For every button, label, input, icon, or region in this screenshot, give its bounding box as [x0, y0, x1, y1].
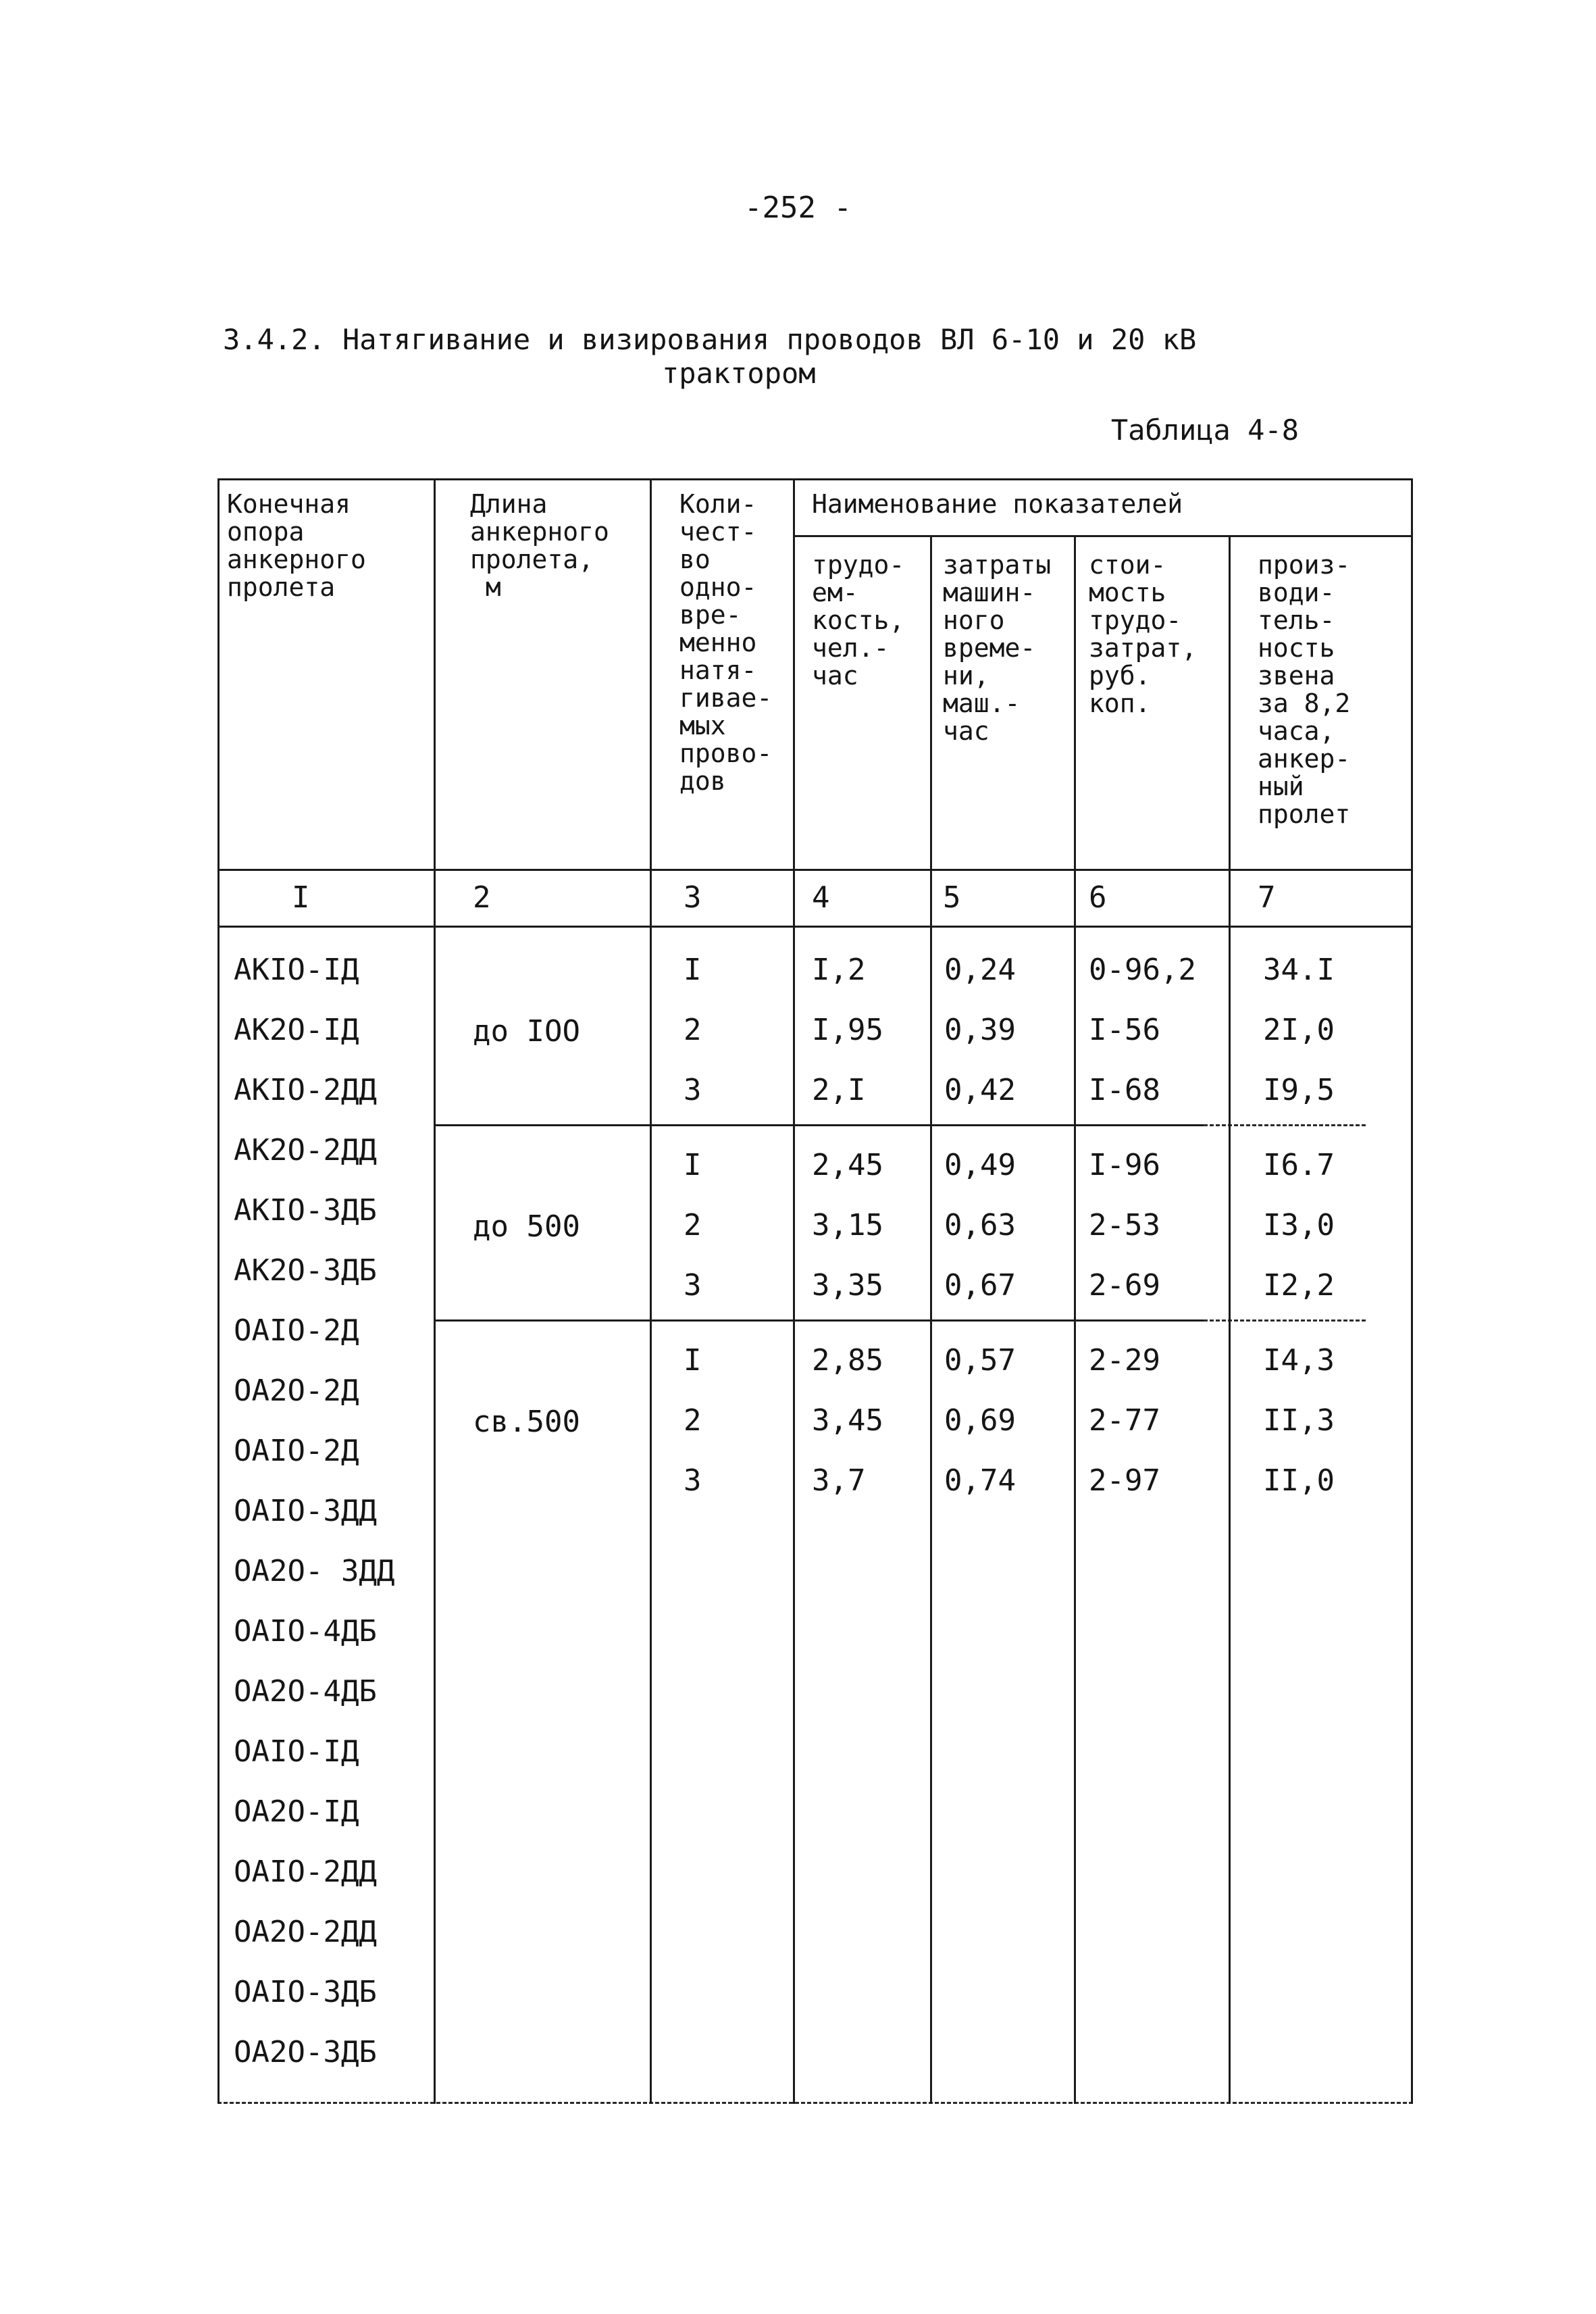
labor-cost: 2-77 [1089, 1403, 1160, 1438]
column-number-5: 5 [943, 880, 961, 915]
labor-cost: 0-96,2 [1089, 953, 1196, 987]
labor-cost: 2-97 [1089, 1463, 1160, 1498]
machine-time: 0,39 [944, 1013, 1016, 1047]
header-bottom-border [217, 869, 1413, 871]
support-type: ОАIО-2Д [234, 1313, 359, 1348]
column-numbers-bottom-border [217, 926, 1413, 928]
machine-time: 0,74 [944, 1463, 1016, 1498]
header-machine-time: затраты машин- ного време- ни, маш.- час [943, 550, 1052, 746]
header-support: Конечная опора анкерного пролета [227, 489, 366, 602]
wire-count: I [684, 953, 702, 987]
span-length: до 500 [473, 1209, 580, 1244]
wire-count: 2 [684, 1208, 702, 1242]
column-number-6: 6 [1089, 880, 1107, 915]
table-right-border [1411, 478, 1413, 2104]
productivity: II,3 [1263, 1403, 1335, 1438]
column-number-1: I [292, 880, 310, 915]
productivity: II,0 [1263, 1463, 1335, 1498]
support-type: ОАIО-2ДД [234, 1855, 377, 1889]
header-indicators-group: Наименование показателей [812, 489, 1183, 519]
labor: 3,7 [812, 1463, 866, 1498]
support-type: ОАIО-IД [234, 1734, 359, 1769]
wire-count: 3 [684, 1073, 702, 1107]
support-type: ОА2О- 3ДД [234, 1554, 395, 1588]
machine-time: 0,24 [944, 953, 1016, 987]
machine-time: 0,42 [944, 1073, 1016, 1107]
support-type: ОАIО-3ДД [234, 1494, 377, 1528]
labor: 3,35 [812, 1268, 883, 1303]
column-divider-5 [1074, 535, 1076, 2104]
table-number: Таблица 4-8 [1110, 413, 1299, 447]
table-top-border [217, 478, 1413, 480]
heading-line-1: 3.4.2. Натягивание и визирования проводов ВЛ 6-10 и 20 кВ [223, 323, 1197, 356]
productivity: I2,2 [1263, 1268, 1335, 1303]
labor-cost: 2-29 [1089, 1343, 1160, 1378]
labor: 3,45 [812, 1403, 883, 1438]
span-length: до IOO [473, 1014, 580, 1049]
productivity: I9,5 [1263, 1073, 1335, 1107]
support-type: ОА2О-4ДБ [234, 1674, 377, 1709]
header-labor-cost: стои- мость трудо- затрат, руб. коп. [1089, 550, 1198, 718]
column-number-7: 7 [1258, 880, 1276, 915]
labor-cost: 2-53 [1089, 1208, 1160, 1242]
support-type: ОА2О-IД [234, 1794, 359, 1829]
section-heading [223, 323, 1371, 391]
machine-time: 0,57 [944, 1343, 1016, 1378]
labor: 3,15 [812, 1208, 883, 1242]
support-type: АКIО-3ДБ [234, 1193, 377, 1228]
table-bottom-border [217, 2102, 1413, 2104]
support-type: АК2О-IД [234, 1013, 359, 1047]
wire-count: 2 [684, 1013, 702, 1047]
support-type: ОА2О-3ДБ [234, 2035, 377, 2069]
header-labor: трудо- ем- кость, чел.- час [812, 550, 905, 690]
labor: 2,85 [812, 1343, 883, 1378]
header-span-length: Длина анкерного пролета, м [470, 489, 609, 602]
productivity: 2I,0 [1263, 1013, 1335, 1047]
labor: 2,I [812, 1073, 866, 1107]
wire-count: 3 [684, 1268, 702, 1303]
span-length: св.500 [473, 1405, 580, 1439]
wire-count: 2 [684, 1403, 702, 1438]
column-divider-2 [650, 478, 652, 2104]
machine-time: 0,63 [944, 1208, 1016, 1242]
column-divider-3 [793, 478, 795, 2104]
wire-count: I [684, 1343, 702, 1378]
table-left-border [217, 478, 220, 2104]
column-divider-4 [930, 535, 932, 2104]
wire-count: I [684, 1148, 702, 1182]
group-2-divider-dashed [1204, 1319, 1366, 1322]
labor-cost: I-68 [1089, 1073, 1160, 1107]
data-table [217, 478, 1413, 2113]
support-type: ОА2О-2ДД [234, 1915, 377, 1949]
heading-line-2: трактором [662, 357, 816, 390]
labor-cost: I-96 [1089, 1148, 1160, 1182]
support-type: АКIО-IД [234, 953, 359, 987]
labor: 2,45 [812, 1148, 883, 1182]
column-divider-6 [1229, 535, 1231, 2104]
productivity: I4,3 [1263, 1343, 1335, 1378]
machine-time: 0,49 [944, 1148, 1016, 1182]
support-type: АК2О-2ДД [234, 1133, 377, 1167]
labor: I,95 [812, 1013, 883, 1047]
support-type: ОА2О-2Д [234, 1374, 359, 1408]
labor: I,2 [812, 953, 866, 987]
machine-time: 0,67 [944, 1268, 1016, 1303]
header-productivity: произ- води- тель- ность звена за 8,2 часа, анкер- ный пролет [1258, 550, 1351, 829]
support-type: ОАIО-4ДБ [234, 1614, 377, 1649]
labor-cost: I-56 [1089, 1013, 1160, 1047]
support-type: ОАIО-2Д [234, 1434, 359, 1468]
column-number-2: 2 [473, 880, 491, 915]
group-header-divider [793, 535, 1413, 537]
column-number-4: 4 [812, 880, 830, 915]
wire-count: 3 [684, 1463, 702, 1498]
header-wire-count: Коли- чест- во одно- вре- менно натя- гивае- мых прово- дов [679, 489, 773, 796]
labor-cost: 2-69 [1089, 1268, 1160, 1303]
group-1-divider-dashed [1204, 1124, 1366, 1126]
machine-time: 0,69 [944, 1403, 1016, 1438]
productivity: 34.I [1263, 953, 1335, 987]
column-divider-1 [434, 478, 436, 2104]
support-type: АК2О-3ДБ [234, 1253, 377, 1288]
productivity: I6.7 [1263, 1148, 1335, 1182]
column-number-3: 3 [684, 880, 702, 915]
group-1-divider [434, 1124, 1204, 1126]
support-type: ОАIО-3ДБ [234, 1975, 377, 2009]
productivity: I3,0 [1263, 1208, 1335, 1242]
group-2-divider [434, 1319, 1204, 1322]
support-type: АКIО-2ДД [234, 1073, 377, 1107]
page-number: -252 - [744, 191, 852, 225]
